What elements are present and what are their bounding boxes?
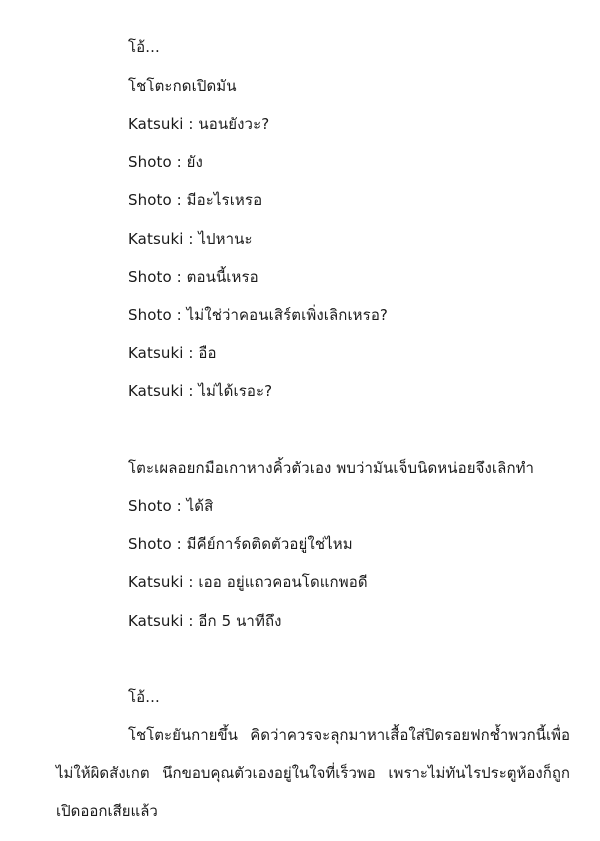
dialogue-line: Shoto : ตอนนี้เหรอ [128, 268, 259, 286]
narration-paragraph: โชโตะยันกายขึ้น คิดว่าควรจะลุกมาหาเสื้อใส่ปิดรอยฟกช้ำพวกนี้เพื่อไม่ให้ผิดสังเกต นึกขอบคุณตัวเองอยู่ในใจที่เร็วพอ เพราะไม่ทันไรประตูห้องก็ถูกเปิดออกเสียแล้ว [56, 726, 570, 820]
dialogue-line: Katsuki : ไปหานะ [128, 230, 253, 248]
dialogue-line: Shoto : มีอะไรเหรอ [128, 191, 263, 209]
dialogue-line: Shoto : มีคีย์การ์ดติดตัวอยู่ใช่ไหม [128, 535, 353, 553]
dialogue-line: Katsuki : อีก 5 นาทีถึง [128, 612, 282, 630]
text-line-2: โชโตะกดเปิดมัน [128, 77, 237, 95]
dialogue-line: Katsuki : อือ [128, 344, 217, 362]
dialogue-line: Katsuki : เออ อยู่แถวคอนโดแกพอดี [128, 573, 368, 591]
dialogue-line: Shoto : ยัง [128, 153, 203, 171]
dialogue-line: Shoto : ได้สิ [128, 497, 214, 515]
dialogue-line: Shoto : ไม่ใช่ว่าคอนเสิร์ตเพิ่งเลิกเหรอ? [128, 306, 388, 324]
narration-line: โตะเผลอยกมือเกาหางคิ้วตัวเอง พบว่ามันเจ็บนิดหน่อยจึงเลิกทำ [128, 459, 535, 477]
text-line-1: โอ้... [128, 38, 160, 56]
text-line-16: โอ้... [128, 688, 160, 706]
dialogue-line: Katsuki : นอนยังวะ? [128, 115, 270, 133]
dialogue-line: Katsuki : ไม่ได้เรอะ? [128, 382, 273, 400]
